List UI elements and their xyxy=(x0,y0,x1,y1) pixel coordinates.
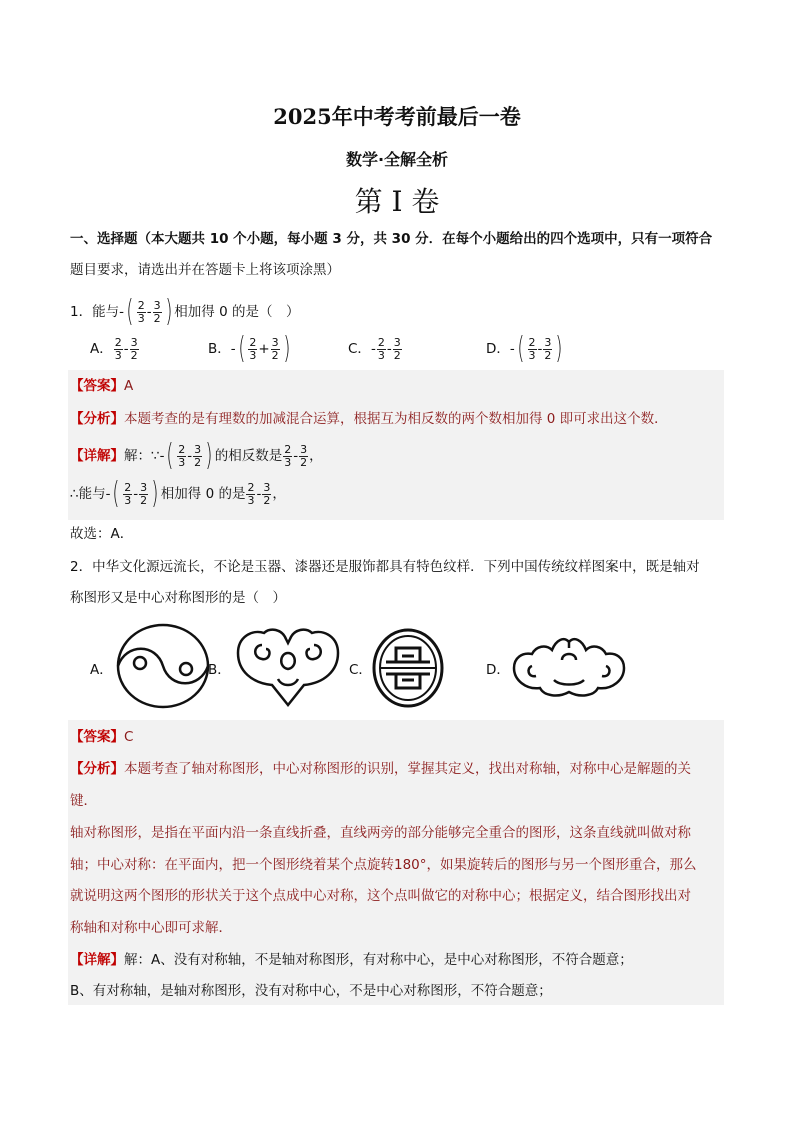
q1-options xyxy=(70,333,724,365)
page-title: 2025年中考考前最后一卷 xyxy=(273,104,521,129)
volume-heading: 第 I 卷 xyxy=(354,185,440,218)
q1-stem-prefix: 1．能与 xyxy=(70,304,120,320)
q2-detail-line2: B、有对称轴，是轴对称图形，没有对称中心，不是中心对称图形，不符合题意； xyxy=(70,983,552,999)
q1-choose: 故选：A． xyxy=(70,526,134,542)
q2-option-c-label: C． xyxy=(349,662,372,678)
q2-analysis-line4: 轴；中心对称：在平面内，把一个图形绕着某个点旋转180°，如果旋转后的图形与另一个图形重合，那么 xyxy=(70,857,697,873)
q2-option-a-label: A． xyxy=(90,662,113,678)
q1-option-a: A． $\frac{2}{3}$ - $\frac{3}{2}$ xyxy=(90,335,138,362)
fraction-3-2: $\frac{3}{2}$ xyxy=(153,298,161,325)
fraction-2-3: $\frac{2}{3}$ xyxy=(137,298,145,325)
q1-therefore: ∴能与-( $\frac{2}{3}$ - $\frac{3}{2}$ ) 相加得 0 的是 $\frac{2}{3}$ - $\frac{3}{2}$ ， xyxy=(70,476,286,511)
minus-sign: - xyxy=(119,304,124,320)
section-instruction-line2: 题目要求，请选出并在答题卡上将该项涂黑） xyxy=(70,262,340,278)
q1-option-c: C．- $\frac{2}{3}$ - $\frac{3}{2}$ xyxy=(348,335,401,362)
q1-analysis: 【分析】本题考查的是有理数的加减混合运算，根据互为相反数的两个数相加得 0 即可求出这个数． xyxy=(70,411,668,427)
q2-analysis-line5: 就说明这两个图形的形状关于这个点成中心对称，这个点叫做它的对称中心；根据定义，结合图形找出对 xyxy=(70,888,691,904)
yin-yang-pattern-icon xyxy=(116,623,210,709)
q2-analysis-line1: 【分析】本题考查了轴对称图形，中心对称图形的识别，掌握其定义，找出对称轴，对称中心是解题的关 xyxy=(70,761,691,777)
shou-character-pattern-icon xyxy=(372,628,444,708)
page-subtitle: 数学·全解全析 xyxy=(345,150,449,169)
q2-analysis-line3: 轴对称图形，是指在平面内沿一条直线折叠，直线两旁的部分能够完全重合的图形，这条直线就叫做对称 xyxy=(70,825,691,841)
q1-option-b: B．-( $\frac{2}{3}$ + $\frac{3}{2}$ ) xyxy=(208,331,291,366)
q2-detail-line1: 【详解】解：A、没有对称轴，不是轴对称图形，有对称中心，是中心对称图形，不符合题意； xyxy=(70,952,633,968)
q2-analysis-line6: 称轴和对称中心即可求解． xyxy=(70,920,232,936)
right-paren: ) xyxy=(164,294,172,329)
cloud-scroll-pattern-icon xyxy=(232,623,344,709)
q2-option-b-label: B． xyxy=(208,662,231,678)
q1-answer: 【答案】A xyxy=(70,378,134,394)
left-paren: ( xyxy=(126,294,134,329)
q1-option-d: D．-( $\frac{2}{3}$ - $\frac{3}{2}$ ) xyxy=(486,331,563,366)
auspicious-cloud-pattern-icon xyxy=(510,630,628,700)
q2-stem-line1: 2．中华文化源远流长，不论是玉器、漆器还是服饰都具有特色纹样．下列中国传统纹样图案中，既是轴对 xyxy=(70,559,700,575)
q2-analysis-line2: 键． xyxy=(70,793,97,809)
q2-answer: 【答案】C xyxy=(70,729,134,745)
section-instruction-line1: 一、选择题（本大题共 10 个小题，每小题 3 分，共 30 分．在每个小题给出的四个选项中，只有一项符合 xyxy=(70,231,713,247)
q1-detail: 【详解】解：∵-( $\frac{2}{3}$ - $\frac{3}{2}$ ) 的相反数是 $\frac{2}{3}$ - $\frac{3}{2}$ ， xyxy=(70,438,323,473)
q1-stem-suffix: 相加得 0 的是（ ） xyxy=(174,304,300,320)
q2-stem-line2: 称图形又是中心对称图形的是（ ） xyxy=(70,590,286,606)
q1-stem: 1．能与-( $\frac{2}{3}$ - $\frac{3}{2}$ ) 相加得 0 的是（ ） xyxy=(70,294,300,329)
q2-option-d-label: D． xyxy=(486,662,510,678)
